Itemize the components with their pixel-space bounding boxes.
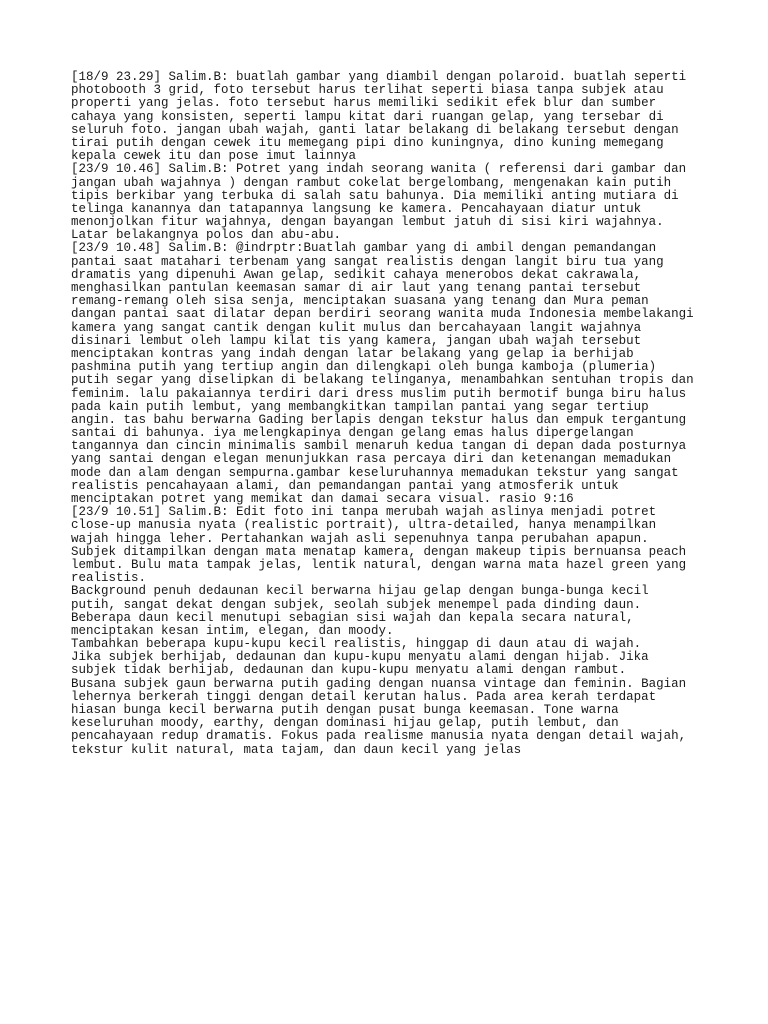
text-line: pencahayaan redup dramatis. Fokus pada realisme manusia nyata dengan detail wajah, <box>71 729 687 744</box>
text-line: feminim. lalu pakaiannya terdiri dari dress muslim putih bermotif bunga biru halus <box>71 386 687 401</box>
text-line: telinga kanannya dan tatapannya langsung ke kamera. Pencahayaan diatur untuk <box>71 201 642 216</box>
text-line: Latar belakangnya polos dan abu-abu. <box>71 228 342 243</box>
text-line: Subjek ditampilkan dengan mata menatap kamera, dengan makeup tipis bernuansa peach <box>71 544 687 559</box>
text-line: tekstur kulit natural, mata tajam, dan daun kecil yang jelas <box>71 742 522 757</box>
text-line: kamera yang sangat cantik dengan kulit mulus dan bercahayaan langit wajahnya <box>71 320 642 335</box>
text-line: menonjolkan fitur wajahnya, dengan bayangan lembut jatuh di sisi kiri wajahnya. <box>71 215 664 230</box>
text-line: mode dan alam dengan sempurna.gambar keseluruhannya memadukan tekstur yang sangat <box>71 465 679 480</box>
text-line: photobooth 3 grid, foto tersebut harus terlihat seperti biasa tanpa subjek atau <box>71 83 664 98</box>
text-line: angin. tas bahu berwarna Gading berlapis dengan tekstur halus dan empuk tergantung <box>71 412 687 427</box>
text-line: menciptakan kontras yang indah dengan latar belakang yang gelap ia berhijab <box>71 346 634 361</box>
text-line: realistis pencahayaan alami, dan pemandangan pantai yang atmosferik untuk <box>71 478 619 493</box>
text-line: cahaya yang konsisten, seperti lampu kitat dari ruangan gelap, yang tersebar di <box>71 109 664 124</box>
text-line: yang santai dengan elegan menunjukkan rasa percaya diri dan ketenangan memadukan <box>71 452 672 467</box>
text-line: [23/9 10.46] Salim.B: Potret yang indah seorang wanita ( referensi dari gambar dan <box>71 162 687 177</box>
text-line: dangan pantai saat dilatar depan berdiri seorang wanita muda Indonesia membelakangi <box>71 307 694 322</box>
text-line: tirai putih dengan cewek itu memegang pipi dino kuningnya, dino kuning memegang <box>71 135 664 150</box>
text-line: kepala cewek itu dan pose imut lainnya <box>71 149 357 164</box>
document-text <box>71 71 731 757</box>
text-line: Beberapa daun kecil menutupi sebagian sisi wajah dan kepala secara natural, <box>71 610 634 625</box>
text-line: disinari lembut oleh lampu kilat tis yang kamera, jangan ubah wajah tersebut <box>71 333 642 348</box>
text-line: subjek tidak berhijab, dedaunan dan kupu-kupu menyatu alami dengan rambut. <box>71 663 627 678</box>
text-line: properti yang jelas. foto tersebut harus memiliki sedikit efek blur dan sumber <box>71 96 657 111</box>
text-line: [23/9 10.48] Salim.B: @indrptr:Buatlah gambar yang di ambil dengan pemandangan <box>71 241 657 256</box>
text-line: dramatis yang dipenuhi Awan gelap, sedikit cahaya menerobos dekat cakrawala, <box>71 267 642 282</box>
text-line: pashmina putih yang tertiup angin dan dilengkapi oleh bunga kamboja (plumeria) <box>71 360 657 375</box>
text-line: remang-remang oleh sisa senja, menciptakan suasana yang tenang dan Mura peman <box>71 294 649 309</box>
text-line: menciptakan kesan intim, elegan, dan moody. <box>71 623 394 638</box>
text-line: menghasilkan pantulan keemasan samar di air laut yang tenang pantai tersebut <box>71 281 642 295</box>
text-line: [18/9 23.29] Salim.B: buatlah gambar yang diambil dengan polaroid. buatlah seperti <box>71 70 687 84</box>
text-line: menciptakan potret yang memikat dan damai secara visual. rasio 9:16 <box>71 492 574 506</box>
text-line: realistis. <box>71 571 147 586</box>
text-line: hiasan bunga kecil berwarna putih dengan pusat bunga keemasan. Tone warna <box>71 703 619 717</box>
text-line: putih segar yang diselipkan di belakang telinganya, menambahkan sentuhan tropis dan <box>71 373 694 388</box>
text-line: Jika subjek berhijab, dedaunan dan kupu-kupu menyatu alami dengan hijab. Jika <box>71 650 649 665</box>
text-line: lembut. Bulu mata tampak jelas, lentik natural, dengan warna mata hazel green yang <box>71 557 687 572</box>
text-line: [23/9 10.51] Salim.B: Edit foto ini tanpa merubah wajah aslinya menjadi potret <box>71 505 657 520</box>
text-line: keseluruhan moody, earthy, dengan dominasi hijau gelap, putih lembut, dan <box>71 716 619 731</box>
text-line: jangan ubah wajahnya ) dengan rambut cokelat bergelombang, mengenakan kain putih <box>71 175 672 190</box>
text-line: putih, sangat dekat dengan subjek, seolah subjek menempel pada dinding daun. <box>71 597 642 612</box>
text-line: Background penuh dedaunan kecil berwarna hijau gelap dengan bunga-bunga kecil <box>71 584 649 599</box>
text-line: tangannya dan cincin minimalis sambil menaruh kedua tangan di depan dada posturnya <box>71 439 687 454</box>
text-line: santai di bahunya. iya melengkapinya dengan gelang emas halus dipergelangan <box>71 426 634 441</box>
text-line: tipis berkibar yang terbuka di salah satu bahunya. Dia memiliki anting mutiara di <box>71 188 679 203</box>
text-line: wajah hingga leher. Pertahankan wajah asli sepenuhnya tanpa perubahan apapun. <box>71 531 649 546</box>
text-line: pada kain putih lembut, yang membangkitkan tampilan pantai yang segar tertiup <box>71 399 649 414</box>
text-line: Busana subjek gaun berwarna putih gading dengan nuansa vintage dan feminin. Bagian <box>71 676 687 691</box>
text-line: close-up manusia nyata (realistic portrait), ultra-detailed, hanya menampilkan <box>71 518 657 533</box>
text-line: seluruh foto. jangan ubah wajah, ganti latar belakang di belakang tersebut dengan <box>71 122 679 137</box>
text-line: lehernya berkerah tinggi dengan detail kerutan halus. Pada area kerah terdapat <box>71 689 657 704</box>
text-line: pantai saat matahari terbenam yang sangat realistis dengan langit biru tua yang <box>71 254 664 269</box>
text-line: Tambahkan beberapa kupu-kupu kecil realistis, hinggap di daun atau di wajah. <box>71 637 642 652</box>
